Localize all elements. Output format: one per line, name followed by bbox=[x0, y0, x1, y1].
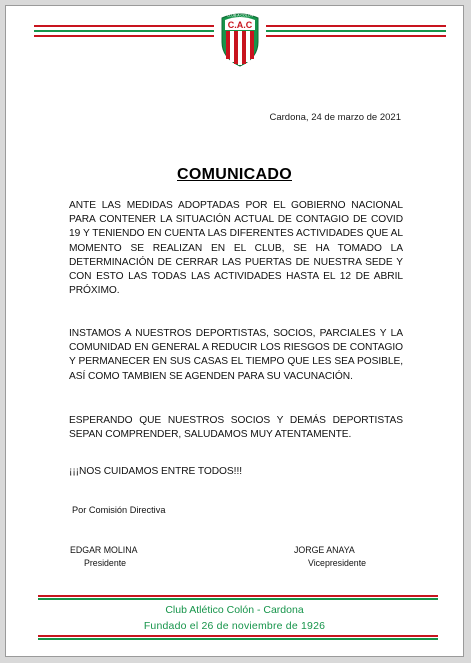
paragraph-greeting: ESPERANDO QUE NUESTROS SOCIOS Y DEMÁS DEPORTISTAS SEPAN COMPRENDER, SALUDAMOS MUY ATENTAMENTE. bbox=[69, 415, 403, 441]
paragraph-instruction: INSTAMOS A NUESTROS DEPORTISTAS, SOCIOS, PARCIALES Y LA COMUNIDAD EN GENERAL A REDUCIR LOS RIESGOS DE CONTAGIO Y PERMANECER EN SUS CASAS EL TIEMPO QUE LES SEA POSIBLE, ASÍ COMO TAMBIEN SE AGENDEN PARA SU VACUNACIÓN. bbox=[69, 328, 403, 382]
club-crest-logo bbox=[218, 8, 262, 68]
footer-stripe bbox=[38, 635, 438, 637]
crest-motto: CLUB A COLÓN bbox=[226, 13, 254, 18]
paragraph-slogan: ¡¡¡NOS CUIDAMOS ENTRE TODOS!!! bbox=[69, 466, 243, 477]
header-stripes-left bbox=[34, 25, 214, 37]
signature-role: Vicepresidente bbox=[308, 558, 367, 568]
footer-stripe bbox=[38, 638, 438, 640]
footer-stripe bbox=[38, 598, 438, 600]
signature-president bbox=[70, 544, 137, 570]
header-stripes-right bbox=[266, 25, 446, 37]
footer-club-name: Club Atlético Colón - Cardona bbox=[165, 604, 304, 616]
paragraph-closure: ANTE LAS MEDIDAS ADOPTADAS POR EL GOBIERNO NACIONAL PARA CONTENER LA SITUACIÓN ACTUAL DE CONTAGIO DE COVID 19 Y TENIENDO EN CUENTA LAS DIFERENTES ACTIVIDADES QUE AL MOMENTO SE REALIZAN EN EL CLUB, SE HA TOMADO LA DETERMINACIÓN DE CERRAR LAS PUERTAS DE NUESTRA SEDE Y CON ESTO LAS TODAS LAS ACTIVIDADES HASTA EL 12 DE ABRIL PRÓXIMO. bbox=[69, 200, 403, 297]
crest-initials: C.A.C bbox=[227, 20, 253, 30]
footer-stripe bbox=[38, 595, 438, 597]
document-title: COMUNICADO bbox=[177, 166, 292, 183]
signed-by-label: Por Comisión Directiva bbox=[72, 505, 166, 515]
document-page bbox=[5, 5, 464, 657]
footer-founded: Fundado el 26 de noviembre de 1926 bbox=[143, 620, 326, 632]
signature-name: EDGAR MOLINA bbox=[70, 545, 138, 555]
signature-name: JORGE ANAYA bbox=[294, 545, 355, 555]
signature-vicepresident bbox=[294, 544, 366, 570]
signature-role: Presidente bbox=[84, 558, 127, 568]
document-date: Cardona, 24 de marzo de 2021 bbox=[269, 112, 401, 123]
